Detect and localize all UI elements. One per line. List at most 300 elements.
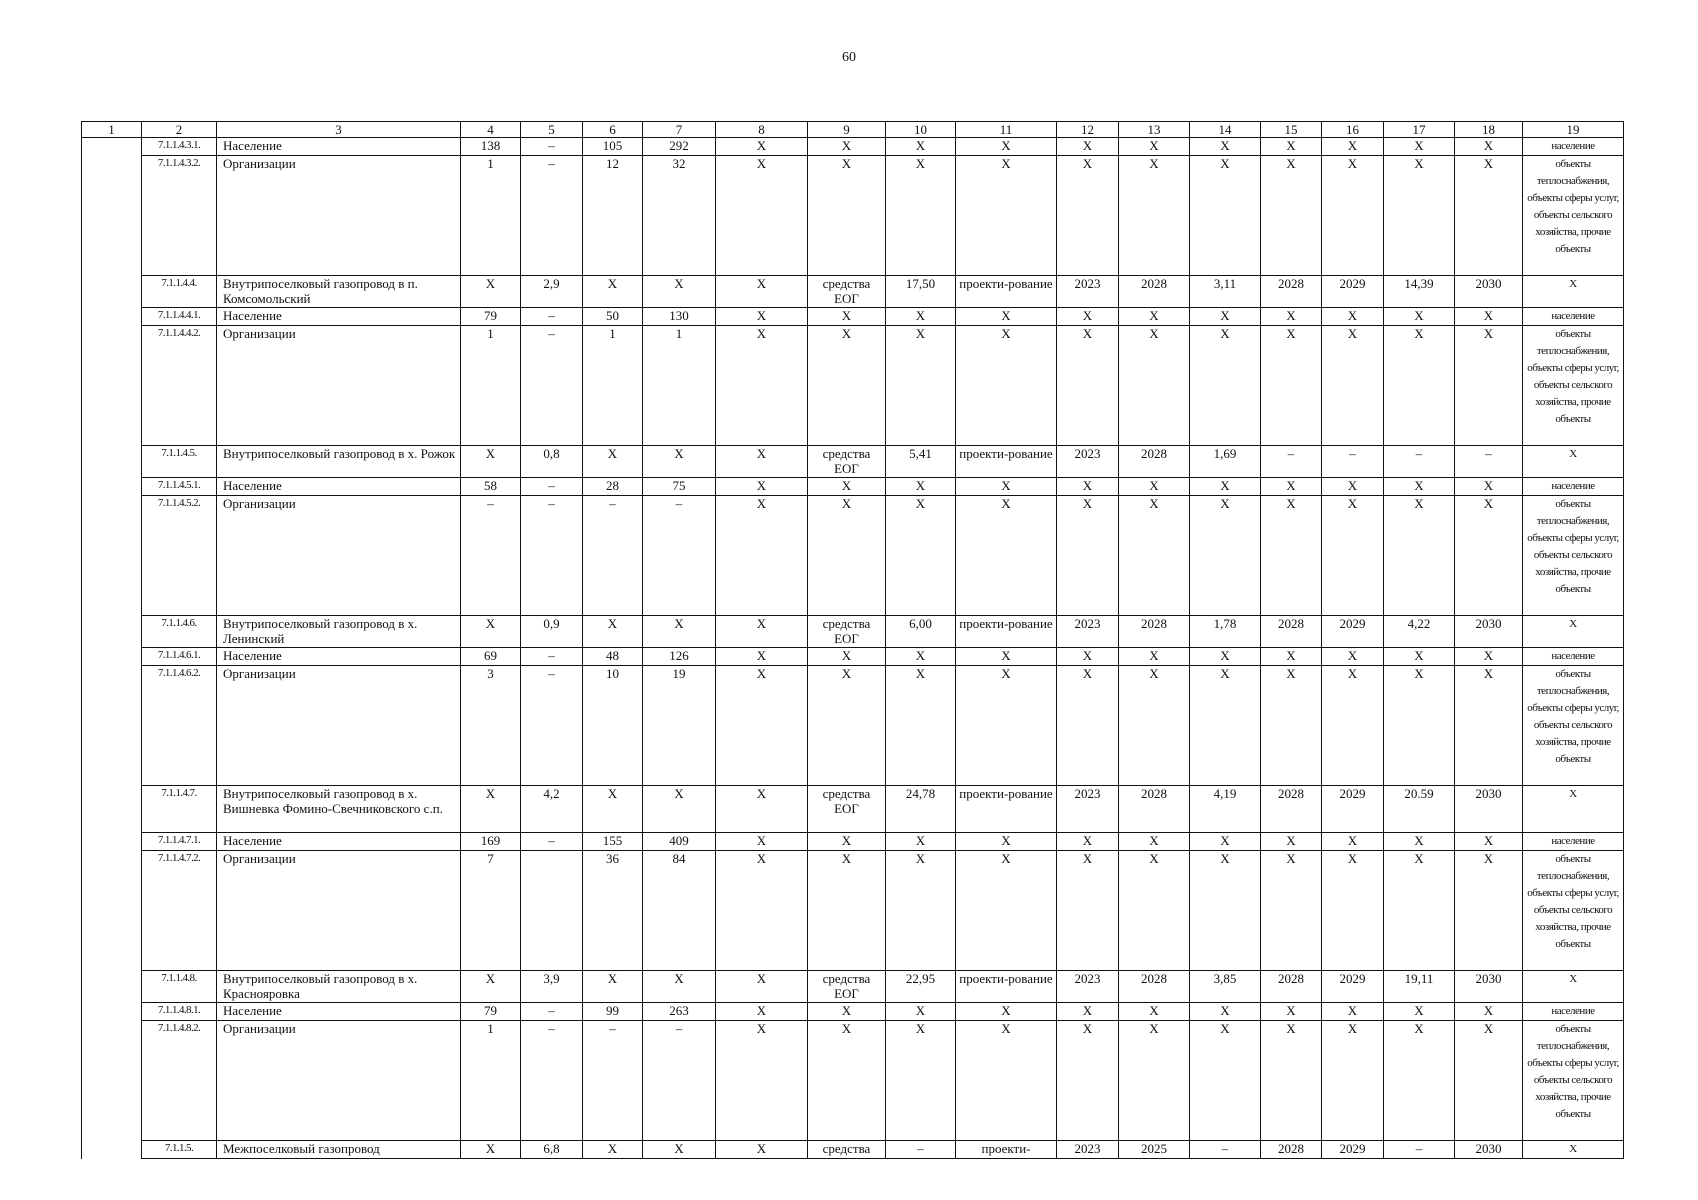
cell-col-9: X <box>808 1021 886 1141</box>
cell-col-13: X <box>1119 156 1190 276</box>
empty-cell <box>82 156 142 276</box>
empty-cell <box>82 616 142 648</box>
table-row <box>82 971 1624 1003</box>
cell-col-4: 58 <box>461 478 521 496</box>
cell-col-6: X <box>583 786 643 833</box>
cell-col-16: X <box>1322 156 1384 276</box>
cell-col-15: X <box>1261 833 1322 851</box>
cell-col-10: X <box>886 326 956 446</box>
cell-col-17: X <box>1384 666 1455 786</box>
cell-col-15: 2028 <box>1261 1141 1322 1159</box>
cell-col-7: 19 <box>643 666 716 786</box>
cell-col-13: 2028 <box>1119 616 1190 648</box>
cell-col-6: 36 <box>583 851 643 971</box>
cell-col-5: – <box>521 1003 583 1021</box>
cell-col-18: 2030 <box>1455 1141 1523 1159</box>
cell-col-14: X <box>1190 833 1261 851</box>
cell-col-15: – <box>1261 446 1322 478</box>
cell-col-17: – <box>1384 1141 1455 1159</box>
cell-col-14: X <box>1190 478 1261 496</box>
column-number-9: 9 <box>808 122 886 138</box>
cell-col-13: X <box>1119 308 1190 326</box>
cell-col-8: X <box>716 833 808 851</box>
cell-col-12: 2023 <box>1057 971 1119 1003</box>
cell-col-12: X <box>1057 666 1119 786</box>
cell-col-10: X <box>886 666 956 786</box>
cell-col-17: X <box>1384 156 1455 276</box>
cell-col-4: 7 <box>461 851 521 971</box>
cell-col-5: – <box>521 478 583 496</box>
row-note: X <box>1523 1141 1624 1159</box>
cell-col-16: 2029 <box>1322 786 1384 833</box>
cell-col-12: 2023 <box>1057 276 1119 308</box>
cell-col-7: 263 <box>643 1003 716 1021</box>
table-row <box>82 1003 1624 1021</box>
row-name: Организации <box>217 666 461 786</box>
cell-col-13: X <box>1119 326 1190 446</box>
cell-col-8: X <box>716 276 808 308</box>
column-number-18: 18 <box>1455 122 1523 138</box>
cell-col-16: X <box>1322 833 1384 851</box>
cell-col-13: 2028 <box>1119 971 1190 1003</box>
cell-col-4: 69 <box>461 648 521 666</box>
cell-col-8: X <box>716 1003 808 1021</box>
cell-col-11: X <box>956 833 1057 851</box>
cell-col-6: 48 <box>583 648 643 666</box>
cell-col-14: X <box>1190 851 1261 971</box>
cell-col-6: 10 <box>583 666 643 786</box>
page-number: 60 <box>842 50 856 65</box>
cell-col-4: 1 <box>461 326 521 446</box>
row-code: 7.1.1.4.5.1. <box>142 478 217 496</box>
cell-col-9: X <box>808 478 886 496</box>
row-code: 7.1.1.4.4.2. <box>142 326 217 446</box>
cell-col-16: X <box>1322 648 1384 666</box>
cell-col-9: X <box>808 666 886 786</box>
cell-col-6: – <box>583 496 643 616</box>
cell-col-16: X <box>1322 326 1384 446</box>
row-code: 7.1.1.4.7. <box>142 786 217 833</box>
column-number-14: 14 <box>1190 122 1261 138</box>
cell-col-11: проекти- <box>956 1141 1057 1159</box>
cell-col-18: 2030 <box>1455 971 1523 1003</box>
cell-col-6: 12 <box>583 156 643 276</box>
cell-col-16: X <box>1322 851 1384 971</box>
cell-col-7: X <box>643 971 716 1003</box>
cell-col-18: 2030 <box>1455 786 1523 833</box>
row-note: объекты теплоснабжения, объекты сферы услуг, объекты сельского хозяйства, прочие объекты <box>1523 326 1624 446</box>
cell-col-8: X <box>716 308 808 326</box>
cell-col-15: X <box>1261 138 1322 156</box>
cell-col-9: X <box>808 138 886 156</box>
cell-col-17: 4,22 <box>1384 616 1455 648</box>
cell-col-4: X <box>461 446 521 478</box>
cell-col-17: X <box>1384 1003 1455 1021</box>
row-note: X <box>1523 616 1624 648</box>
cell-col-14: 4,19 <box>1190 786 1261 833</box>
cell-col-17: X <box>1384 648 1455 666</box>
cell-col-10: X <box>886 138 956 156</box>
cell-col-4: 79 <box>461 308 521 326</box>
cell-col-14: – <box>1190 1141 1261 1159</box>
cell-col-10: X <box>886 308 956 326</box>
row-code: 7.1.1.4.3.2. <box>142 156 217 276</box>
cell-col-5: – <box>521 833 583 851</box>
cell-col-13: 2028 <box>1119 446 1190 478</box>
cell-col-4: – <box>461 496 521 616</box>
cell-col-17: X <box>1384 326 1455 446</box>
row-code: 7.1.1.4.8.2. <box>142 1021 217 1141</box>
cell-col-12: X <box>1057 1021 1119 1141</box>
cell-col-11: X <box>956 138 1057 156</box>
cell-col-18: 2030 <box>1455 276 1523 308</box>
cell-col-11: X <box>956 1021 1057 1141</box>
cell-col-15: 2028 <box>1261 786 1322 833</box>
cell-col-10: X <box>886 156 956 276</box>
table-row <box>82 308 1624 326</box>
cell-col-7: 75 <box>643 478 716 496</box>
column-number-17: 17 <box>1384 122 1455 138</box>
cell-col-10: – <box>886 1141 956 1159</box>
cell-col-11: X <box>956 496 1057 616</box>
row-note: население <box>1523 478 1624 496</box>
cell-col-15: 2028 <box>1261 971 1322 1003</box>
cell-col-6: X <box>583 971 643 1003</box>
cell-col-6: 28 <box>583 478 643 496</box>
cell-col-14: X <box>1190 156 1261 276</box>
cell-col-12: 2023 <box>1057 1141 1119 1159</box>
table-row <box>82 833 1624 851</box>
row-code: 7.1.1.4.5. <box>142 446 217 478</box>
cell-col-11: X <box>956 308 1057 326</box>
column-number-15: 15 <box>1261 122 1322 138</box>
row-name: Организации <box>217 1021 461 1141</box>
row-note: объекты теплоснабжения, объекты сферы услуг, объекты сельского хозяйства, прочие объекты <box>1523 851 1624 971</box>
cell-col-14: X <box>1190 308 1261 326</box>
column-number-10: 10 <box>886 122 956 138</box>
cell-col-11: X <box>956 326 1057 446</box>
column-number-4: 4 <box>461 122 521 138</box>
cell-col-6: 105 <box>583 138 643 156</box>
cell-col-7: X <box>643 616 716 648</box>
row-name: Организации <box>217 326 461 446</box>
cell-col-8: X <box>716 326 808 446</box>
cell-col-16: – <box>1322 446 1384 478</box>
cell-col-8: X <box>716 496 808 616</box>
cell-col-8: X <box>716 648 808 666</box>
cell-col-10: 5,41 <box>886 446 956 478</box>
row-code: 7.1.1.4.3.1. <box>142 138 217 156</box>
row-note: X <box>1523 971 1624 1003</box>
cell-col-9: X <box>808 833 886 851</box>
cell-col-16: X <box>1322 138 1384 156</box>
cell-col-7: X <box>643 786 716 833</box>
cell-col-7: X <box>643 446 716 478</box>
cell-col-8: X <box>716 666 808 786</box>
empty-cell <box>82 478 142 496</box>
cell-col-8: X <box>716 616 808 648</box>
cell-col-12: 2023 <box>1057 786 1119 833</box>
cell-col-14: 1,78 <box>1190 616 1261 648</box>
cell-col-13: X <box>1119 1003 1190 1021</box>
cell-col-14: X <box>1190 666 1261 786</box>
column-number-19: 19 <box>1523 122 1624 138</box>
cell-col-14: 1,69 <box>1190 446 1261 478</box>
cell-col-15: X <box>1261 478 1322 496</box>
cell-col-17: X <box>1384 833 1455 851</box>
row-code: 7.1.1.4.5.2. <box>142 496 217 616</box>
gas-pipeline-table <box>81 121 1624 1159</box>
cell-col-13: X <box>1119 138 1190 156</box>
cell-col-11: X <box>956 648 1057 666</box>
column-number-5: 5 <box>521 122 583 138</box>
cell-col-14: X <box>1190 326 1261 446</box>
cell-col-17: X <box>1384 308 1455 326</box>
cell-col-18: X <box>1455 1003 1523 1021</box>
cell-col-18: X <box>1455 833 1523 851</box>
cell-col-11: X <box>956 666 1057 786</box>
cell-col-10: X <box>886 496 956 616</box>
cell-col-11: X <box>956 851 1057 971</box>
empty-cell <box>82 971 142 1003</box>
cell-col-4: X <box>461 786 521 833</box>
cell-col-7: 84 <box>643 851 716 971</box>
cell-col-15: X <box>1261 496 1322 616</box>
column-number-6: 6 <box>583 122 643 138</box>
cell-col-18: X <box>1455 1021 1523 1141</box>
cell-col-10: X <box>886 1003 956 1021</box>
cell-col-12: X <box>1057 496 1119 616</box>
empty-cell <box>82 1141 142 1159</box>
row-name: Внутрипоселковый газопровод в х. Вишневка Фомино-Свечниковского с.п. <box>217 786 461 833</box>
cell-col-16: X <box>1322 1021 1384 1141</box>
cell-col-13: 2028 <box>1119 276 1190 308</box>
cell-col-14: X <box>1190 496 1261 616</box>
cell-col-5: – <box>521 648 583 666</box>
cell-col-9: средства <box>808 1141 886 1159</box>
cell-col-9: средства ЕОГ <box>808 971 886 1003</box>
cell-col-6: X <box>583 446 643 478</box>
empty-cell <box>82 851 142 971</box>
cell-col-5 <box>521 851 583 971</box>
row-code: 7.1.1.4.7.2. <box>142 851 217 971</box>
empty-cell <box>82 833 142 851</box>
cell-col-13: X <box>1119 496 1190 616</box>
cell-col-12: X <box>1057 326 1119 446</box>
row-name: Внутрипоселковый газопровод в х. Краснояровка <box>217 971 461 1003</box>
cell-col-16: 2029 <box>1322 971 1384 1003</box>
column-number-13: 13 <box>1119 122 1190 138</box>
cell-col-8: X <box>716 1141 808 1159</box>
cell-col-15: X <box>1261 851 1322 971</box>
cell-col-8: X <box>716 971 808 1003</box>
cell-col-14: 3,85 <box>1190 971 1261 1003</box>
cell-col-13: X <box>1119 666 1190 786</box>
cell-col-6: X <box>583 1141 643 1159</box>
cell-col-10: X <box>886 1021 956 1141</box>
cell-col-6: – <box>583 1021 643 1141</box>
cell-col-12: X <box>1057 851 1119 971</box>
cell-col-15: X <box>1261 666 1322 786</box>
cell-col-13: X <box>1119 648 1190 666</box>
row-code: 7.1.1.5. <box>142 1141 217 1159</box>
column-number-7: 7 <box>643 122 716 138</box>
cell-col-7: 1 <box>643 326 716 446</box>
cell-col-13: 2025 <box>1119 1141 1190 1159</box>
cell-col-4: 138 <box>461 138 521 156</box>
empty-cell <box>82 1021 142 1141</box>
row-name: Население <box>217 833 461 851</box>
cell-col-5: – <box>521 496 583 616</box>
cell-col-5: 4,2 <box>521 786 583 833</box>
cell-col-9: средства ЕОГ <box>808 446 886 478</box>
cell-col-13: 2028 <box>1119 786 1190 833</box>
empty-cell <box>82 786 142 833</box>
cell-col-17: X <box>1384 1021 1455 1141</box>
cell-col-15: X <box>1261 1003 1322 1021</box>
cell-col-4: X <box>461 276 521 308</box>
cell-col-7: 292 <box>643 138 716 156</box>
cell-col-9: средства ЕОГ <box>808 276 886 308</box>
cell-col-18: X <box>1455 666 1523 786</box>
column-number-row <box>82 122 1624 138</box>
cell-col-13: X <box>1119 1021 1190 1141</box>
cell-col-6: X <box>583 616 643 648</box>
cell-col-14: X <box>1190 648 1261 666</box>
row-note: население <box>1523 138 1624 156</box>
table-row <box>82 446 1624 478</box>
cell-col-9: X <box>808 326 886 446</box>
cell-col-9: X <box>808 308 886 326</box>
cell-col-8: X <box>716 1021 808 1141</box>
cell-col-16: X <box>1322 478 1384 496</box>
cell-col-13: X <box>1119 851 1190 971</box>
row-name: Внутрипоселковый газопровод в х. Ленинский <box>217 616 461 648</box>
cell-col-18: X <box>1455 326 1523 446</box>
row-note: объекты теплоснабжения, объекты сферы услуг, объекты сельского хозяйства, прочие объекты <box>1523 496 1624 616</box>
column-number-16: 16 <box>1322 122 1384 138</box>
cell-col-9: X <box>808 648 886 666</box>
cell-col-8: X <box>716 478 808 496</box>
empty-cell <box>82 138 142 156</box>
row-name: Межпоселковый газопровод <box>217 1141 461 1159</box>
cell-col-4: 1 <box>461 1021 521 1141</box>
empty-cell <box>82 666 142 786</box>
cell-col-7: 32 <box>643 156 716 276</box>
empty-cell <box>82 648 142 666</box>
row-name: Внутрипоселковый газопровод в п. Комсомольский <box>217 276 461 308</box>
cell-col-8: X <box>716 851 808 971</box>
cell-col-11: проекти-рование <box>956 616 1057 648</box>
cell-col-5: 6,8 <box>521 1141 583 1159</box>
cell-col-11: проекти-рование <box>956 276 1057 308</box>
cell-col-5: 0,8 <box>521 446 583 478</box>
cell-col-17: 19,11 <box>1384 971 1455 1003</box>
table-row <box>82 478 1624 496</box>
cell-col-18: X <box>1455 308 1523 326</box>
cell-col-16: 2029 <box>1322 1141 1384 1159</box>
cell-col-17: X <box>1384 478 1455 496</box>
cell-col-12: X <box>1057 833 1119 851</box>
cell-col-7: 130 <box>643 308 716 326</box>
empty-cell <box>82 276 142 308</box>
cell-col-5: – <box>521 326 583 446</box>
row-code: 7.1.1.4.8.1. <box>142 1003 217 1021</box>
cell-col-14: X <box>1190 138 1261 156</box>
cell-col-8: X <box>716 138 808 156</box>
row-name: Внутрипоселковый газопровод в х. Рожок <box>217 446 461 478</box>
cell-col-11: X <box>956 478 1057 496</box>
cell-col-5: – <box>521 138 583 156</box>
cell-col-15: 2028 <box>1261 276 1322 308</box>
cell-col-18: X <box>1455 851 1523 971</box>
cell-col-9: X <box>808 156 886 276</box>
cell-col-10: 24,78 <box>886 786 956 833</box>
table-row <box>82 138 1624 156</box>
cell-col-17: 20.59 <box>1384 786 1455 833</box>
row-note: население <box>1523 1003 1624 1021</box>
cell-col-4: X <box>461 616 521 648</box>
empty-cell <box>82 496 142 616</box>
column-number-8: 8 <box>716 122 808 138</box>
cell-col-7: 409 <box>643 833 716 851</box>
cell-col-11: X <box>956 1003 1057 1021</box>
cell-col-7: – <box>643 1021 716 1141</box>
cell-col-6: 155 <box>583 833 643 851</box>
row-note: X <box>1523 276 1624 308</box>
cell-col-9: средства ЕОГ <box>808 616 886 648</box>
row-code: 7.1.1.4.6.2. <box>142 666 217 786</box>
row-name: Население <box>217 478 461 496</box>
cell-col-15: X <box>1261 326 1322 446</box>
cell-col-10: X <box>886 648 956 666</box>
cell-col-9: X <box>808 1003 886 1021</box>
cell-col-15: X <box>1261 1021 1322 1141</box>
empty-cell <box>82 308 142 326</box>
table-row <box>82 156 1624 276</box>
cell-col-5: – <box>521 1021 583 1141</box>
row-code: 7.1.1.4.8. <box>142 971 217 1003</box>
cell-col-8: X <box>716 156 808 276</box>
row-code: 7.1.1.4.4. <box>142 276 217 308</box>
cell-col-17: 14,39 <box>1384 276 1455 308</box>
cell-col-15: 2028 <box>1261 616 1322 648</box>
row-name: Организации <box>217 851 461 971</box>
cell-col-5: – <box>521 156 583 276</box>
row-code: 7.1.1.4.6. <box>142 616 217 648</box>
row-note: население <box>1523 308 1624 326</box>
cell-col-5: 3,9 <box>521 971 583 1003</box>
cell-col-6: 50 <box>583 308 643 326</box>
cell-col-7: X <box>643 1141 716 1159</box>
column-number-2: 2 <box>142 122 217 138</box>
cell-col-7: X <box>643 276 716 308</box>
cell-col-17: X <box>1384 851 1455 971</box>
cell-col-12: X <box>1057 138 1119 156</box>
cell-col-13: X <box>1119 478 1190 496</box>
table-row <box>82 1141 1624 1159</box>
cell-col-16: 2029 <box>1322 616 1384 648</box>
cell-col-8: X <box>716 786 808 833</box>
row-note: X <box>1523 446 1624 478</box>
cell-col-10: X <box>886 851 956 971</box>
cell-col-15: X <box>1261 308 1322 326</box>
table-row <box>82 666 1624 786</box>
empty-cell <box>82 1003 142 1021</box>
cell-col-6: X <box>583 276 643 308</box>
cell-col-18: X <box>1455 648 1523 666</box>
cell-col-16: X <box>1322 308 1384 326</box>
